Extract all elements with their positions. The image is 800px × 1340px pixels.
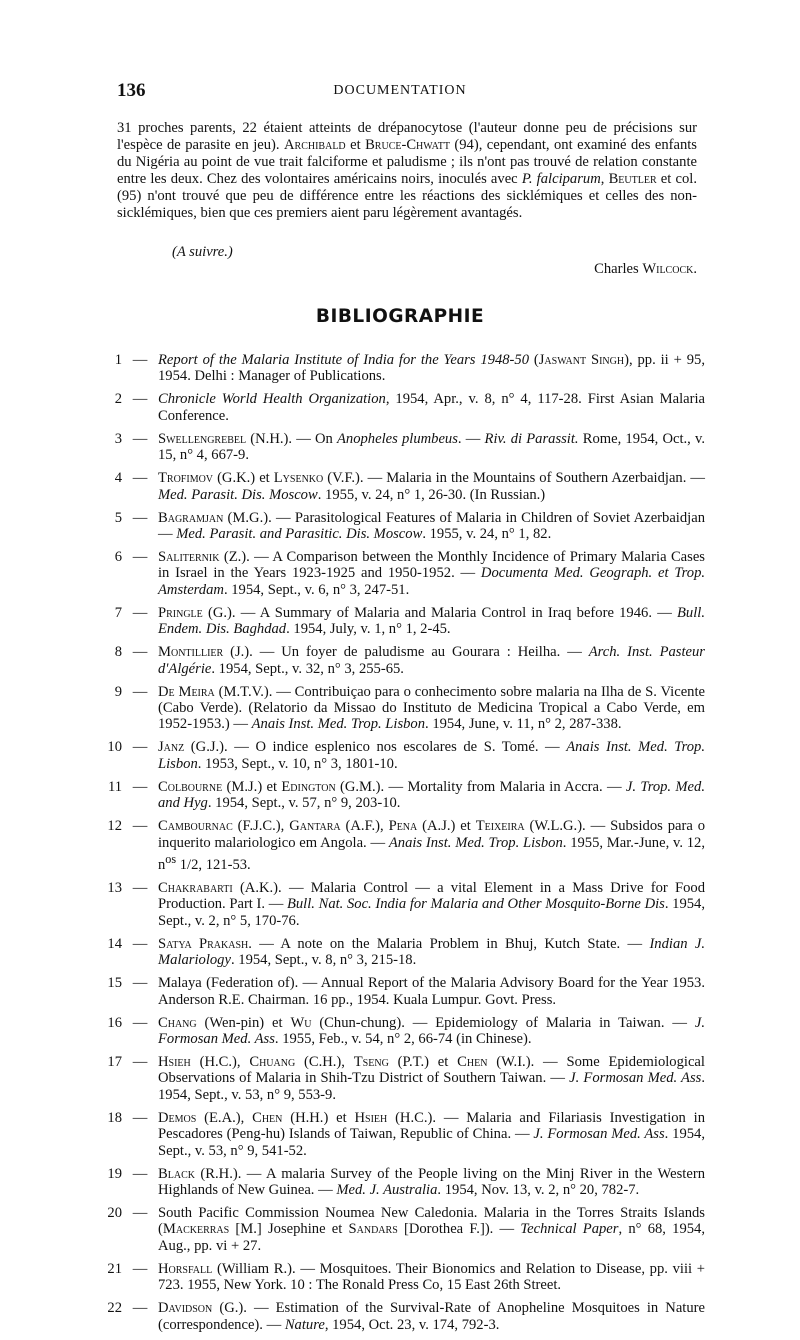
text-run: (H.H.) et xyxy=(282,1109,355,1126)
bibliography-entry xyxy=(100,391,705,424)
bibliography-entry xyxy=(100,818,705,873)
entry-dash: — xyxy=(132,818,148,835)
entry-text xyxy=(158,880,705,929)
entry-number: 17 xyxy=(107,1053,122,1070)
text-run: . — xyxy=(457,430,485,447)
bibliography-entry xyxy=(100,549,705,598)
text-run: (M.J.) et xyxy=(222,778,282,795)
bibliography-entry xyxy=(100,739,705,772)
intro-paragraph xyxy=(117,120,697,222)
author-name: Bagramjan xyxy=(158,509,224,526)
author-name: Teixeira xyxy=(475,818,525,835)
text-run: . 1953, Sept., v. 10, n° 3, 1801-10. xyxy=(197,755,398,772)
text-run: (M.T.V.). — Contribuiçao para o conhecimento sobre malaria na Ilha de S. Vicente (Cabo Verde). (Relatorio da Missao do Instituto de Medicina Tropical a Cabo Verde, em 1952-1953.) — xyxy=(158,683,705,733)
text-run: South Pacific Commission Noumea New Caledonia. Malaria in the Torres Straits Islands ( xyxy=(158,1205,705,1238)
entry-dash: — xyxy=(132,430,148,447)
italic-text: Anais Inst. Med. Trop. Lisbon xyxy=(388,834,563,851)
author-name: Tseng xyxy=(353,1053,389,1070)
italic-text: J. Formosan Med. Ass xyxy=(533,1126,665,1143)
text-run: ), pp. ii + 95, 1954. Delhi : Manager of Publications. xyxy=(158,352,705,385)
entry-text xyxy=(158,818,705,873)
entry-dash: — xyxy=(132,1014,148,1031)
italic-text: Med. J. Australia xyxy=(336,1182,438,1199)
italic-text: J. Formosan Med. Ass xyxy=(569,1070,702,1087)
author-name: Saliternik xyxy=(158,549,220,566)
entry-number: 7 xyxy=(114,604,122,621)
text-run: (94), cependant, ont examiné des enfants du Nigéria au point de vue trait falciforme et paludisme ; ils n'ont pas trouvé de relation constante entre les deux. Chez des volontaires américains noirs, inoculés avec xyxy=(117,137,697,187)
entry-number: 19 xyxy=(107,1165,122,1182)
bibliography-entry xyxy=(100,1205,705,1254)
continued-note: (A suivre.) xyxy=(172,244,233,260)
intro-text xyxy=(117,120,697,222)
entry-dash: — xyxy=(132,644,148,661)
entry-number: 2 xyxy=(114,391,122,408)
author-name: Horsfall xyxy=(158,1260,213,1277)
author-name: Chakrabarti xyxy=(158,879,233,896)
entry-dash: — xyxy=(132,935,148,952)
entry-dash: — xyxy=(132,509,148,526)
entry-text xyxy=(158,510,705,543)
italic-text: Nature xyxy=(284,1316,325,1333)
author-name: De Meira xyxy=(158,683,215,700)
entry-number: 12 xyxy=(107,818,122,835)
text-run: os xyxy=(165,852,177,867)
author-name: Wu xyxy=(290,1014,312,1031)
text-run: ( xyxy=(529,352,539,368)
entry-text xyxy=(158,431,705,464)
entry-dash: — xyxy=(132,879,148,896)
bibliography-entry xyxy=(100,880,705,929)
text-run: (E.A.), xyxy=(196,1109,253,1126)
text-run: . 1954, Sept., v. 53, n° 9, 553-9. xyxy=(158,1070,705,1103)
text-run: Rome, 1954, Oct., v. 15, n° 4, 667-9. xyxy=(158,430,705,464)
bibliography-entry xyxy=(100,684,705,733)
entry-dash: — xyxy=(132,1205,148,1222)
italic-text: Technical Paper xyxy=(520,1221,619,1238)
entry-number: 13 xyxy=(107,879,122,896)
italic-text: Anopheles plumbeus xyxy=(337,430,458,447)
bibliography-entry xyxy=(100,1110,705,1159)
italic-text: Bull. Endem. Dis. Baghdad xyxy=(158,604,705,638)
italic-text: Documenta Med. Geograph. et Trop. Amsterdam xyxy=(158,565,706,598)
author-name: Chang xyxy=(158,1014,197,1031)
text-run: (A.J.) et xyxy=(417,818,476,835)
bibliography-entry xyxy=(100,352,705,385)
bibliography-entry xyxy=(100,1015,705,1048)
entry-number: 1 xyxy=(114,352,122,368)
author-name: Pena xyxy=(388,818,418,835)
entry-dash: — xyxy=(132,391,148,408)
author-name: Gantara xyxy=(289,818,341,835)
text-run: (P.T.) et xyxy=(388,1053,458,1070)
bibliography-entry xyxy=(100,1054,705,1103)
author-name: Mackerras xyxy=(162,1221,230,1238)
author-name: Hsieh xyxy=(354,1109,388,1126)
author-name: Edington xyxy=(281,778,336,795)
author-name: Demos xyxy=(158,1109,197,1126)
text-run: (G.J.). — O indice esplenico nos escolares de S. Tomé. — xyxy=(184,739,567,756)
entry-number: 18 xyxy=(107,1109,122,1126)
text-run: (N.H.). — On xyxy=(246,430,337,447)
text-run: , 1954, Apr., v. 8, n° 4, 117-28. First Asian Malaria Conference. xyxy=(158,391,705,424)
entry-number: 8 xyxy=(114,644,122,661)
entry-dash: — xyxy=(132,604,148,621)
italic-text: Indian J. Malariology xyxy=(158,935,705,969)
entry-number: 21 xyxy=(107,1260,122,1277)
entry-text xyxy=(158,470,705,503)
text-run: . 1955, v. 24, n° 1, 26-30. (In Russian.) xyxy=(317,486,546,503)
entry-number: 6 xyxy=(114,549,122,566)
entry-text xyxy=(158,739,705,772)
text-run: . xyxy=(693,261,697,277)
italic-text: Arch. Inst. Pasteur d'Algérie xyxy=(158,644,705,677)
entry-number: 16 xyxy=(107,1014,122,1031)
italic-text: Med. Parasit. Dis. Moscow xyxy=(158,486,318,503)
author-name: Archibald xyxy=(284,137,346,153)
author-name: Chuang xyxy=(249,1053,296,1070)
italic-text: Anais Inst. Med. Trop. Lisbon xyxy=(158,739,705,772)
bibliography-entry xyxy=(100,470,705,503)
entry-dash: — xyxy=(132,1300,148,1317)
entry-number: 5 xyxy=(114,509,122,526)
entry-number: 10 xyxy=(107,739,122,756)
text-run: (William R.). — Mosquitoes. Their Bionomics and Relation to Disease, pp. viii + 723. 1955, New York. 10 : The Ronald Press Co, 15 East 26th Street. xyxy=(158,1260,705,1294)
bibliography-entry xyxy=(100,605,705,638)
entry-number: 11 xyxy=(107,778,122,795)
entry-text xyxy=(158,605,705,638)
author-name: Satya Prakash xyxy=(158,935,249,952)
bibliography-heading: BIBLIOGRAPHIE xyxy=(315,306,485,327)
bibliography-entry xyxy=(100,1300,705,1333)
text-run: (Z.). — A Comparison between the Monthly Incidence of Primary Malaria Cases in Israel in the Years 1923-1925 and 1950-1952. — xyxy=(158,549,705,582)
entry-text xyxy=(158,936,705,969)
entry-text xyxy=(158,1205,705,1254)
text-run: (W.I.). — Some Epidemiological Observations of Malaria in Shih-Tzu District of Southern Taiwan. — xyxy=(158,1053,705,1087)
italic-text: Chronicle World Health Organization xyxy=(158,391,386,408)
text-run: (A.F.), xyxy=(340,818,389,835)
author-name: Janz xyxy=(158,739,185,756)
text-run: . 1954, Sept., v. 8, n° 3, 215-18. xyxy=(230,952,417,969)
text-run: (J.). — Un foyer de paludisme au Gourara : Heilha. — xyxy=(223,644,589,661)
author-name: Montillier xyxy=(158,644,224,661)
bibliography-entry xyxy=(100,779,705,812)
bibliography-entry xyxy=(100,431,705,464)
bibliography-entry xyxy=(100,975,705,1008)
text-run: et xyxy=(345,137,366,153)
entry-number: 9 xyxy=(114,683,122,700)
author-name: Davidson xyxy=(158,1300,213,1317)
author-name: Bruce-Chwatt xyxy=(365,137,450,153)
entry-number: 20 xyxy=(107,1205,122,1222)
author-name: Beutler xyxy=(608,171,657,187)
text-run: . 1954, Sept., v. 53, n° 9, 541-52. xyxy=(158,1126,706,1159)
text-run: (A.K.). — Malaria Control — a vital Element in a Mass Drive for Food Production. Part I. — xyxy=(158,879,705,913)
entry-dash: — xyxy=(132,1109,148,1126)
entry-text xyxy=(158,549,705,598)
entry-dash: — xyxy=(132,778,148,795)
entry-text xyxy=(158,1110,705,1159)
entry-number: 3 xyxy=(114,430,122,447)
text-run: , n° 68, 1954, Aug., pp. vi + 27. xyxy=(158,1221,705,1254)
author-name: Hsieh xyxy=(158,1053,191,1070)
author-name: Sandars xyxy=(348,1221,398,1238)
entry-text xyxy=(158,1015,705,1048)
entry-dash: — xyxy=(132,1260,148,1277)
text-run: , xyxy=(600,171,609,187)
entry-number: 15 xyxy=(107,975,122,992)
author-name: Chen xyxy=(252,1109,283,1126)
entry-text xyxy=(158,779,705,812)
italic-text: Bull. Nat. Soc. India for Malaria and Other Mosquito-Borne Dis xyxy=(286,896,665,913)
text-run: . 1954, Sept., v. 2, n° 5, 170-76. xyxy=(158,896,705,929)
text-run: (Wen-pin) et xyxy=(196,1014,291,1031)
text-run: (W.L.G.). — Subsidos para o inquerito malariologico em Angola. — xyxy=(158,818,705,851)
italic-text: Riv. di Parassit. xyxy=(484,430,579,447)
text-run: (G.). — A Summary of Malaria and Malaria Control in Iraq before 1946. — xyxy=(202,604,678,621)
entry-dash: — xyxy=(132,683,148,700)
text-run: Charles xyxy=(594,261,643,277)
entry-dash: — xyxy=(132,975,148,992)
text-run: . 1954, June, v. 11, n° 2, 287-338. xyxy=(425,716,622,733)
entry-text xyxy=(158,1054,705,1103)
entry-text xyxy=(158,644,705,677)
author-name: Lysenko xyxy=(273,470,324,487)
author-name: Jaswant Singh xyxy=(538,352,625,368)
text-run: (H.C.), xyxy=(190,1053,250,1070)
entry-number: 14 xyxy=(107,935,122,952)
entry-text xyxy=(158,1166,705,1199)
text-run: . 1954, July, v. 1, n° 1, 2-45. xyxy=(286,621,451,638)
page-number: 136 xyxy=(117,80,146,101)
bibliography-entry xyxy=(100,644,705,677)
italic-text: Report of the Malaria Institute of India for the Years 1948-50 xyxy=(158,352,529,368)
bibliography-list xyxy=(100,352,705,1340)
entry-number: 4 xyxy=(114,470,122,487)
text-run: . 1955, Mar.-June, v. 12, n xyxy=(158,834,706,873)
text-run: (C.H.), xyxy=(295,1053,354,1070)
entry-text xyxy=(158,391,705,424)
author-name: Chen xyxy=(457,1053,488,1070)
text-run: , 1954, Oct. 23, v. 174, 792-3. xyxy=(324,1316,500,1333)
entry-text xyxy=(158,975,705,1008)
entry-text xyxy=(158,1261,705,1294)
italic-text: J. Trop. Med. and Hyg xyxy=(158,778,705,812)
entry-dash: — xyxy=(132,470,148,487)
bibliography-entry xyxy=(100,936,705,969)
text-run: [Dorothea F.]). — xyxy=(397,1221,521,1238)
entry-text xyxy=(158,684,705,733)
author-name: Wilcock xyxy=(642,261,694,277)
text-run: (H.C.). — Malaria and Filariasis Investigation in Pescadores (Peng-hu) Islands of Taiwan, Republic of China. — xyxy=(158,1109,706,1143)
italic-text: Med. Parasit. and Parasitic. Dis. Moscow xyxy=(176,526,423,543)
bibliography-entry xyxy=(100,1166,705,1199)
author-name: Trofimov xyxy=(158,470,214,487)
text-run: Malaya (Federation of). — Annual Report of the Malaria Advisory Board for the Year 1953. Anderson R.E. Chairman. 16 pp., 1954. Kuala Lumpur. Govt. Press. xyxy=(158,975,705,1008)
bibliography-entry xyxy=(100,1261,705,1294)
author-name: Swellengrebel xyxy=(158,430,247,447)
text-run: . 1955, Feb., v. 54, n° 2, 66-74 (in Chinese). xyxy=(274,1030,532,1047)
text-run: (G.). — Estimation of the Survival-Rate of Anopheline Mosquitoes in Nature (correspondence). — xyxy=(158,1300,705,1333)
author-name: Cambournac xyxy=(158,818,233,835)
entry-number: 22 xyxy=(107,1300,122,1317)
text-run: . 1954, Sept., v. 6, n° 3, 247-51. xyxy=(223,581,410,598)
text-run: (V.F.). — Malaria in the Mountains of Southern Azerbaidjan. — xyxy=(323,470,705,487)
author-name: Black xyxy=(158,1165,195,1182)
entry-text xyxy=(158,352,705,385)
text-run: (G.M.). — Mortality from Malaria in Accra. — xyxy=(335,778,626,795)
text-run: (G.K.) et xyxy=(213,470,274,487)
italic-text: P. falciparum xyxy=(521,171,601,187)
text-run: 1/2, 121-53. xyxy=(176,856,251,873)
author-name: Colbourne xyxy=(158,778,223,795)
text-run: 31 proches parents, 22 étaient atteints de drépanocytose (l'auteur donne peu de précisions sur l'espèce de parasite en jeu). xyxy=(117,120,697,153)
text-run: (R.H.). — A malaria Survey of the People living on the Minj River in the Western Highlands of New Guinea. — xyxy=(158,1165,705,1199)
text-run: . 1954, Sept., v. 32, n° 3, 255-65. xyxy=(211,660,404,677)
text-run: . — A note on the Malaria Problem in Bhuj, Kutch State. — xyxy=(248,935,650,952)
entry-text xyxy=(158,1300,705,1333)
text-run: [M.] Josephine et xyxy=(229,1221,349,1238)
entry-dash: — xyxy=(132,1053,148,1070)
author-name: Pringle xyxy=(158,604,203,621)
entry-dash: — xyxy=(132,549,148,566)
text-run: (F.J.C.), xyxy=(232,818,290,835)
text-run: . 1954, Nov. 13, v. 2, n° 20, 782-7. xyxy=(437,1182,640,1199)
running-title: DOCUMENTATION xyxy=(333,83,467,98)
text-run: (Chun-chung). — Epidemiology of Malaria in Taiwan. — xyxy=(311,1014,695,1031)
text-run: . 1955, v. 24, n° 1, 82. xyxy=(422,526,552,543)
page-header xyxy=(0,80,800,104)
author-signature xyxy=(594,261,697,278)
italic-text: J. Formosan Med. Ass xyxy=(158,1014,705,1047)
entry-dash: — xyxy=(132,739,148,756)
italic-text: Anais Inst. Med. Trop. Lisbon xyxy=(251,716,426,733)
text-run: (M.G.). — Parasitological Features of Malaria in Children of Soviet Azerbaidjan — xyxy=(158,509,705,543)
text-run: et col. (95) n'ont trouvé que peu de différence entre les réactions des sicklémiques et celles des non-sicklémiques, bien que ces premiers aient paru légèrement avantagés. xyxy=(117,171,697,221)
text-run: . 1954, Sept., v. 57, n° 9, 203-10. xyxy=(207,795,401,812)
bibliography-entry xyxy=(100,510,705,543)
entry-dash: — xyxy=(132,1165,148,1182)
entry-dash: — xyxy=(132,352,148,368)
